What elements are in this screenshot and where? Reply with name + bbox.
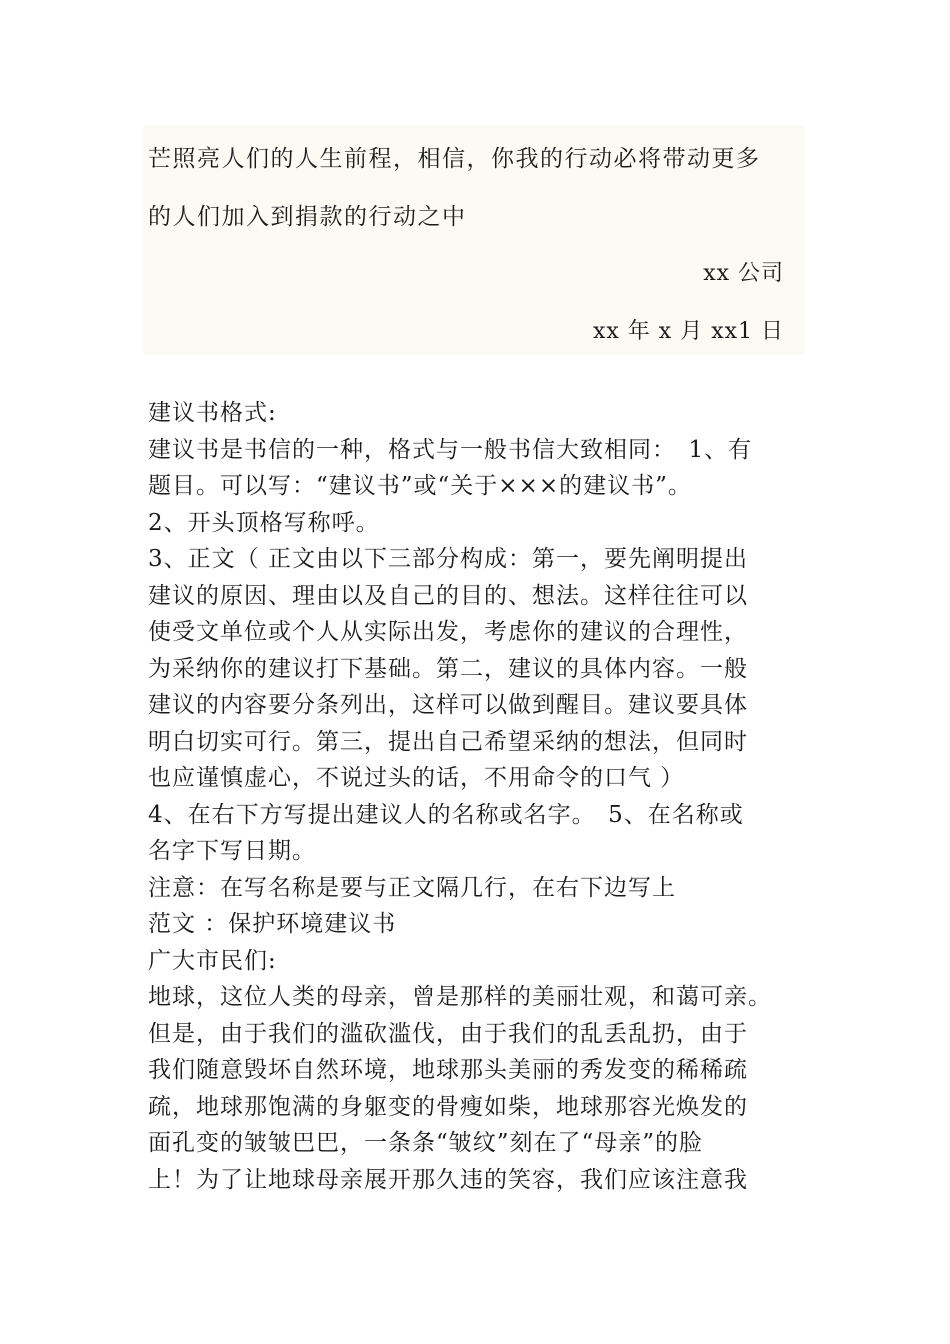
body-line: 上！为了让地球母亲展开那久违的笑容，我们应该注意我: [148, 1166, 748, 1193]
body-line: 名字下写日期。: [148, 838, 316, 864]
body-text: [148, 395, 808, 1198]
body-line: 建议书是书信的一种，格式与一般书信大致相同： 1、有: [148, 436, 753, 463]
body-line: 面孔变的皱皱巴巴，一条条“皱纹”刻在了“母亲”的脸: [148, 1130, 704, 1156]
signature-date: xx 年 x 月 xx1 日: [593, 319, 784, 344]
sample-title: 范文 ：保护环境建议书: [148, 911, 397, 937]
body-line: 但是，由于我们的滥砍滥伐，由于我们的乱丢乱扔，由于: [148, 1020, 748, 1047]
body-line: 明白切实可行。第三，提出自己希望采纳的想法，但同时: [148, 728, 748, 755]
note-line: 注意：在写名称是要与正文隔几行，在右下边写上: [148, 874, 676, 901]
body-line: 2、开头顶格写称呼。: [148, 509, 380, 536]
body-line: 使受文单位或个人从实际出发，考虑你的建议的合理性，: [148, 619, 748, 645]
section-heading: 建议书格式:: [148, 400, 277, 426]
body-line: 题目。可以写：“建议书”或“关于×××的建议书”。: [148, 473, 692, 499]
paragraph-line: 芒照亮人们的人生前程，相信，你我的行动必将带动更多: [148, 146, 761, 172]
salutation: 广大市民们:: [148, 947, 277, 974]
body-line: 我们随意毁坏自然环境，地球那头美丽的秀发变的稀稀疏: [148, 1057, 748, 1083]
company-signature: xx 公司: [703, 261, 784, 286]
body-line: 也应谨慎虚心，不说过头的话，不用命令的口气 ）: [148, 765, 685, 791]
paragraph-line: 的人们加入到捐款的行动之中: [148, 204, 467, 230]
body-line: 建议的原因、理由以及自己的目的、想法。这样往往可以: [148, 582, 748, 609]
body-line: 为采纳你的建议打下基础。第二，建议的具体内容。一般: [148, 655, 748, 682]
body-line: 地球，这位人类的母亲，曾是那样的美丽壮观，和蔼可亲。: [148, 984, 772, 1010]
body-line: 疏，地球那饱满的身躯变的骨瘦如柴，地球那容光焕发的: [148, 1093, 748, 1120]
body-line: 建议的内容要分条列出，这样可以做到醒目。建议要具体: [148, 692, 748, 718]
body-line: 4、在右下方写提出建议人的名称或名字。 5、在名称或: [148, 801, 744, 828]
body-line: 3、正文（ 正文由以下三部分构成：第一，要先阐明提出: [148, 546, 748, 572]
